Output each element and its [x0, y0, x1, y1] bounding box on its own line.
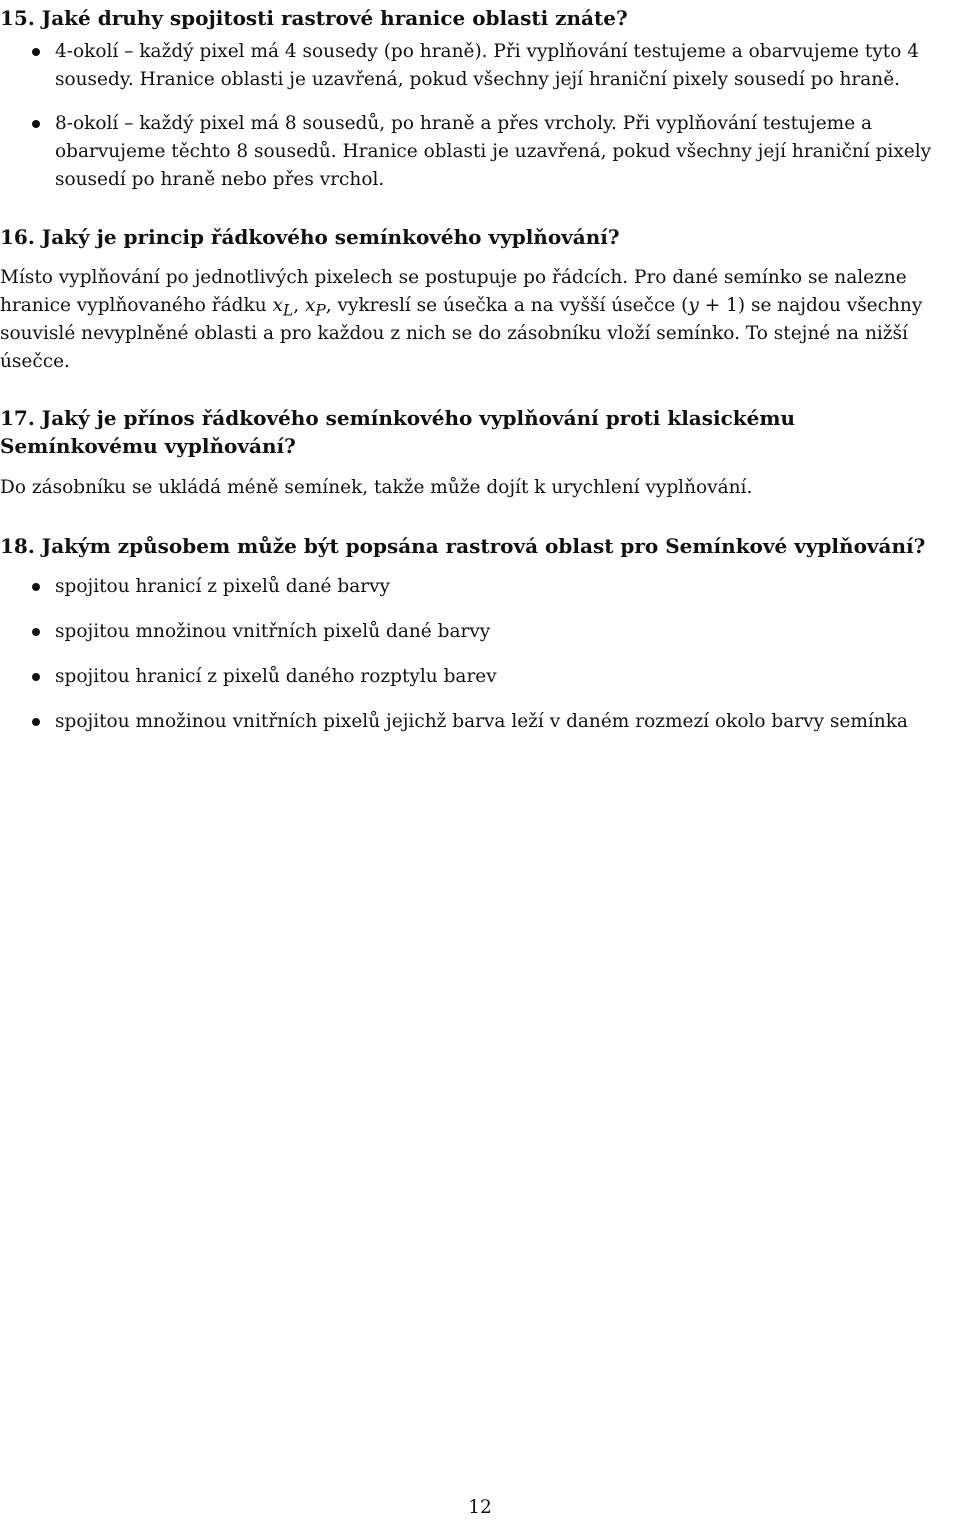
math-x: x [304, 295, 316, 316]
bullet-icon [32, 120, 40, 128]
math-comma: , [293, 295, 305, 316]
bullet-icon [32, 628, 40, 636]
bullet-icon [32, 673, 40, 681]
math-subscript-p: P [315, 301, 326, 320]
question-16-line-3: souvislé nevyplněné oblasti a pro každou z nich se do zásobníku vloží semínko. To stejné na nižší [0, 323, 908, 344]
line-text: hranice vyplňovaného řádku [0, 295, 273, 316]
math-subscript-l: L [282, 301, 294, 320]
line-text: , vykreslí se úsečka a na vyšší úsečce ( [325, 295, 689, 316]
bullet-text: spojitou hranicí z pixelů dané barvy [55, 576, 390, 597]
question-18-bullet-1 [55, 573, 957, 601]
question-16-line-4: úsečce. [0, 351, 70, 372]
bullet-icon [32, 48, 40, 56]
question-18-bullet-4 [55, 708, 957, 736]
question-17-answer: Do zásobníku se ukládá méně semínek, takže může dojít k urychlení vyplňování. [0, 477, 753, 498]
question-15-bullet-1 [55, 38, 957, 94]
question-18-bullet-2 [55, 618, 957, 646]
bullet-text: 4-okolí – každý pixel má 4 sousedy (po hraně). Při vyplňování testujeme a obarvujeme tyto 4 sousedy. Hranice oblasti je uzavřená, pokud všechny její hraniční pixely sousedí po hraně. [55, 41, 919, 90]
bullet-text: spojitou množinou vnitřních pixelů dané barvy [55, 621, 491, 642]
question-16-heading: 16. Jaký je princip řádkového semínkového vyplňování? [0, 225, 620, 249]
bullet-icon [32, 583, 40, 591]
bullet-text: 8-okolí – každý pixel má 8 sousedů, po hraně a přes vrcholy. Při vyplňování testujeme a obarvujeme těchto 8 sousedů. Hranice oblasti je uzavřená, pokud všechny její hraniční pixely sousedí po hraně nebo přes vrchol. [55, 113, 932, 190]
bullet-text: spojitou množinou vnitřních pixelů jejichž barva leží v daném rozmezí okolo barvy semínka [55, 711, 908, 732]
question-17-heading: 17. Jaký je přínos řádkového semínkového vyplňování proti klasickému Semínkovému vyplňování? [0, 406, 796, 458]
page-number: 12 [468, 1497, 492, 1518]
bullet-icon [32, 718, 40, 726]
line-text: + 1) se najdou všechny [698, 295, 923, 316]
question-15-bullet-2 [55, 110, 957, 194]
question-18-heading: 18. Jakým způsobem může být popsána rastrová oblast pro Semínkové vyplňování? [0, 534, 926, 558]
question-16-line-1: Místo vyplňování po jednotlivých pixelech se postupuje po řádcích. Pro dané semínko se nalezne [0, 267, 907, 288]
math-y: y [688, 295, 699, 316]
question-15-heading: 15. Jaké druhy spojitosti rastrové hranice oblasti znáte? [0, 6, 628, 30]
bullet-text: spojitou hranicí z pixelů daného rozptylu barev [55, 666, 497, 687]
question-18-bullet-3 [55, 663, 957, 691]
math-x: x [272, 295, 283, 316]
